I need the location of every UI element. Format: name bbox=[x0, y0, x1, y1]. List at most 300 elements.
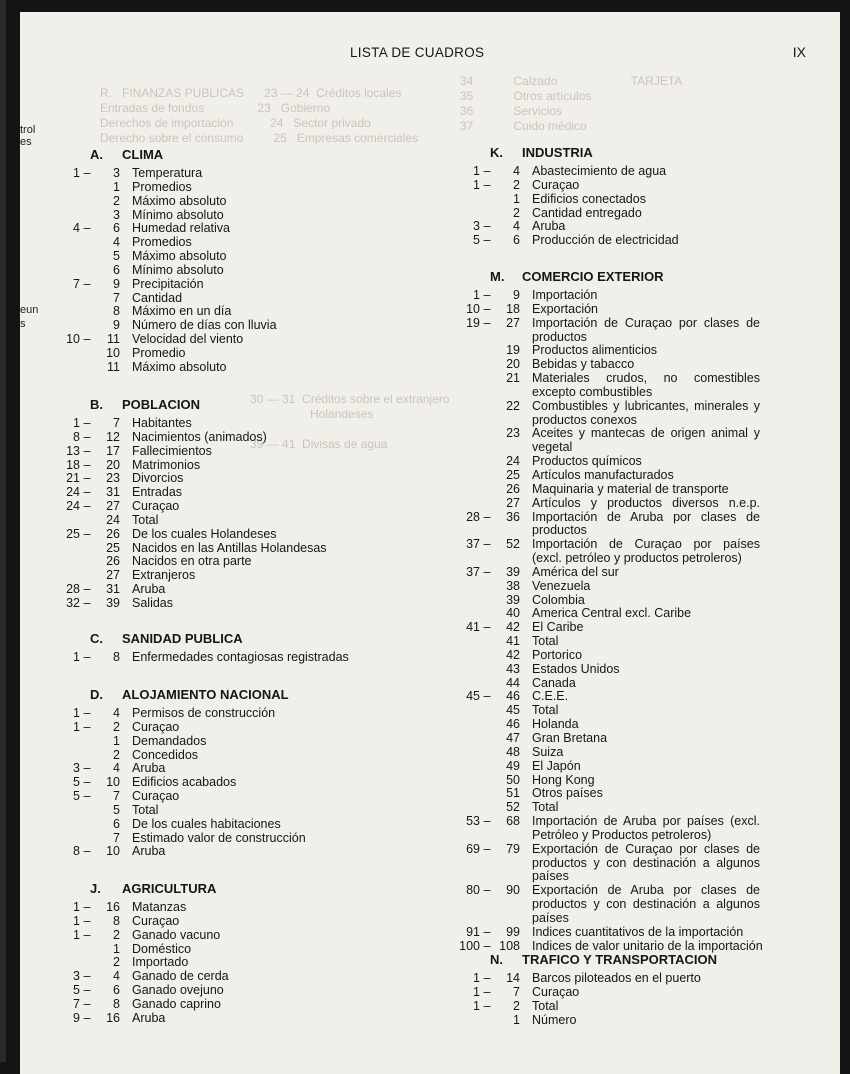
range-end: 79 bbox=[506, 841, 520, 856]
range-end: 20 bbox=[506, 357, 520, 372]
table-number-range bbox=[410, 483, 520, 497]
range-dash: – bbox=[483, 971, 491, 985]
range-end: 46 bbox=[506, 717, 520, 732]
range-end: 23 bbox=[106, 471, 120, 486]
table-number-range bbox=[20, 459, 120, 473]
range-end: 27 bbox=[506, 315, 520, 330]
table-entry-label: Matrimonios bbox=[132, 457, 201, 472]
table-entry bbox=[20, 181, 277, 195]
range-start bbox=[52, 542, 80, 556]
table-entry bbox=[20, 278, 277, 292]
table-number-range bbox=[20, 707, 120, 721]
range-dash bbox=[480, 718, 494, 732]
range-start bbox=[52, 555, 80, 569]
range-end: 16 bbox=[106, 1010, 120, 1025]
table-entry-label: Demandados bbox=[132, 733, 207, 748]
table-entry-label: Indices cuantitativos de la importación bbox=[532, 924, 744, 939]
section-letter: J. bbox=[90, 881, 101, 896]
edge-fragment: es bbox=[20, 136, 32, 148]
range-dash bbox=[80, 555, 94, 569]
range-end: 49 bbox=[506, 758, 520, 773]
table-entry bbox=[410, 1014, 701, 1028]
table-number-range bbox=[410, 566, 520, 580]
table-entry-label: Exportación bbox=[532, 301, 599, 316]
table-entry bbox=[20, 721, 306, 735]
range-start bbox=[52, 956, 80, 970]
table-entry-label: Precipitación bbox=[132, 276, 204, 291]
range-start bbox=[452, 455, 480, 469]
table-entry-label: Aruba bbox=[132, 582, 166, 597]
section-title: COMERCIO EXTERIOR bbox=[522, 269, 664, 284]
table-entry bbox=[410, 663, 763, 677]
table-entry-label: Importación de Aruba por clases de productos bbox=[532, 509, 760, 538]
table-entry-label: El Japón bbox=[532, 758, 581, 773]
range-end: 25 bbox=[106, 540, 120, 555]
range-dash bbox=[480, 594, 494, 608]
table-number-range bbox=[20, 361, 120, 375]
table-entry bbox=[20, 500, 327, 514]
table-entry bbox=[410, 746, 763, 760]
range-dash: – bbox=[83, 900, 91, 914]
range-end: 42 bbox=[506, 620, 520, 635]
table-entry-label: Nacimientos (animados) bbox=[132, 429, 267, 444]
range-start bbox=[452, 372, 480, 400]
section-title: SANIDAD PUBLICA bbox=[122, 631, 243, 646]
table-number-range bbox=[410, 760, 520, 774]
range-start: 1 bbox=[473, 984, 480, 999]
range-dash: – bbox=[83, 996, 91, 1011]
range-end: 8 bbox=[113, 304, 120, 319]
range-dash bbox=[80, 236, 94, 250]
table-entry-label: C.E.E. bbox=[532, 689, 569, 704]
table-number-range bbox=[410, 344, 520, 358]
table-number-range bbox=[410, 649, 520, 663]
range-start: 1 bbox=[73, 416, 80, 430]
section-heading bbox=[90, 147, 163, 162]
table-number-range bbox=[20, 209, 120, 223]
range-start bbox=[452, 580, 480, 594]
table-number-range bbox=[20, 542, 120, 556]
range-start: 1 bbox=[473, 164, 480, 178]
range-start: 24 bbox=[66, 499, 80, 514]
range-start bbox=[52, 347, 80, 361]
table-entry-label: Total bbox=[532, 703, 559, 718]
table-entry bbox=[410, 621, 763, 635]
range-end: 7 bbox=[113, 290, 120, 305]
table-entry-label: Ganado ovejuno bbox=[132, 983, 224, 998]
range-end: 25 bbox=[506, 467, 520, 482]
range-end: 2 bbox=[513, 205, 520, 220]
range-dash: – bbox=[83, 913, 91, 928]
table-number-range bbox=[20, 762, 120, 776]
table-entry bbox=[410, 774, 763, 788]
table-entry-label: Mínimo absoluto bbox=[132, 262, 224, 277]
range-dash bbox=[480, 787, 494, 801]
range-start: 1 bbox=[73, 927, 80, 942]
table-entry bbox=[20, 790, 306, 804]
table-number-range bbox=[20, 804, 120, 818]
range-dash: – bbox=[83, 969, 91, 984]
table-number-range bbox=[410, 538, 520, 566]
table-entry-label: Total bbox=[532, 800, 559, 815]
table-entry bbox=[20, 651, 349, 665]
table-number-range bbox=[20, 984, 120, 998]
range-start: 41 bbox=[466, 620, 480, 635]
table-entry-label: Curaçao bbox=[132, 913, 180, 928]
table-entry-label: Divorcios bbox=[132, 471, 184, 486]
table-number-range bbox=[20, 597, 120, 611]
range-dash bbox=[480, 427, 494, 455]
range-start: 91 bbox=[466, 924, 480, 939]
table-number-range bbox=[410, 469, 520, 483]
range-start: 3 bbox=[73, 761, 80, 776]
table-entry-label: Ganado de cerda bbox=[132, 969, 229, 984]
table-entry bbox=[410, 760, 763, 774]
range-end: 12 bbox=[106, 429, 120, 444]
range-dash bbox=[80, 804, 94, 818]
range-start bbox=[452, 483, 480, 497]
table-entry-label: Exportación de Aruba por clases de productos y con destinación a algunos países bbox=[532, 883, 760, 925]
table-number-range bbox=[20, 319, 120, 333]
range-start: 18 bbox=[66, 457, 80, 472]
table-entry bbox=[20, 486, 327, 500]
range-end: 27 bbox=[106, 568, 120, 583]
table-entry bbox=[20, 970, 229, 984]
range-start: 1 bbox=[73, 913, 80, 928]
range-start: 3 bbox=[473, 219, 480, 234]
range-dash: – bbox=[83, 927, 91, 942]
table-number-range bbox=[20, 776, 120, 790]
table-number-range bbox=[410, 815, 520, 843]
table-entry bbox=[20, 984, 229, 998]
range-dash: – bbox=[83, 595, 91, 610]
range-end: 1 bbox=[513, 191, 520, 206]
table-entry-label: Total bbox=[132, 802, 159, 817]
table-entry-label: Estimado valor de construcción bbox=[132, 830, 306, 845]
table-entry-label: Humedad relativa bbox=[132, 221, 230, 236]
range-dash: – bbox=[83, 650, 91, 664]
table-number-range bbox=[20, 651, 120, 665]
range-end: 2 bbox=[113, 747, 120, 762]
range-dash: – bbox=[83, 719, 91, 734]
range-end: 39 bbox=[506, 564, 520, 579]
range-end: 8 bbox=[113, 996, 120, 1011]
table-number-range bbox=[410, 746, 520, 760]
range-end: 2 bbox=[113, 193, 120, 208]
table-number-range bbox=[20, 1012, 120, 1026]
range-start bbox=[452, 344, 480, 358]
range-end: 2 bbox=[513, 177, 520, 192]
range-dash: – bbox=[483, 164, 491, 178]
table-entry-label: De los cuales habitaciones bbox=[132, 816, 281, 831]
range-start: 9 bbox=[73, 1010, 80, 1025]
range-dash bbox=[480, 483, 494, 497]
table-entry-label: Barcos piloteados en el puerto bbox=[532, 971, 701, 985]
table-entry bbox=[20, 431, 327, 445]
range-start: 10 bbox=[66, 332, 80, 347]
table-entry bbox=[20, 845, 306, 859]
range-start: 80 bbox=[466, 883, 480, 898]
range-end: 4 bbox=[113, 706, 120, 720]
range-start bbox=[52, 181, 80, 195]
range-end: 2 bbox=[113, 955, 120, 970]
table-entry-label: Ganado vacuno bbox=[132, 927, 221, 942]
table-entry bbox=[410, 1000, 701, 1014]
table-entry-label: Temperatura bbox=[132, 166, 203, 180]
range-dash: – bbox=[83, 706, 91, 720]
range-end: 2 bbox=[513, 998, 520, 1013]
range-end: 108 bbox=[499, 938, 520, 953]
table-entry-label: Producción de electricidad bbox=[532, 233, 679, 248]
range-end: 6 bbox=[113, 262, 120, 277]
table-number-range bbox=[410, 303, 520, 317]
range-end: 99 bbox=[506, 924, 520, 939]
table-number-range bbox=[410, 843, 520, 885]
range-dash: – bbox=[483, 998, 491, 1013]
range-start: 32 bbox=[66, 595, 80, 610]
table-entry bbox=[410, 427, 763, 455]
table-number-range bbox=[410, 718, 520, 732]
range-dash: – bbox=[83, 983, 91, 998]
range-dash: – bbox=[83, 499, 91, 514]
range-end: 6 bbox=[113, 983, 120, 998]
range-start bbox=[52, 305, 80, 319]
table-entry bbox=[20, 250, 277, 264]
range-end: 8 bbox=[113, 650, 120, 664]
range-dash bbox=[80, 361, 94, 375]
table-number-range bbox=[20, 832, 120, 846]
range-start bbox=[52, 832, 80, 846]
table-number-range bbox=[20, 528, 120, 542]
table-number-range bbox=[20, 195, 120, 209]
edge-fragment: eun bbox=[20, 304, 39, 316]
page-number: IX bbox=[792, 44, 806, 60]
range-end: 22 bbox=[506, 398, 520, 413]
range-end: 10 bbox=[106, 775, 120, 790]
table-entry bbox=[20, 929, 229, 943]
table-number-range bbox=[20, 998, 120, 1012]
table-entry bbox=[20, 776, 306, 790]
table-number-range bbox=[410, 986, 520, 1000]
table-entry-label: Ganado caprino bbox=[132, 996, 221, 1011]
table-entry bbox=[410, 635, 763, 649]
table-number-range bbox=[20, 472, 120, 486]
table-number-range bbox=[410, 594, 520, 608]
range-start bbox=[452, 704, 480, 718]
range-dash: – bbox=[83, 1010, 91, 1025]
table-entry bbox=[410, 566, 763, 580]
range-start: 7 bbox=[73, 996, 80, 1011]
range-end: 5 bbox=[113, 249, 120, 264]
range-end: 51 bbox=[506, 786, 520, 801]
table-entry bbox=[410, 193, 679, 207]
table-number-range bbox=[410, 165, 520, 179]
table-entry bbox=[410, 220, 679, 234]
table-entry bbox=[20, 542, 327, 556]
table-number-range bbox=[20, 555, 120, 569]
range-dash bbox=[80, 569, 94, 583]
range-dash: – bbox=[483, 509, 491, 524]
table-number-range bbox=[20, 431, 120, 445]
section-letter: M. bbox=[490, 269, 505, 284]
range-end: 6 bbox=[513, 233, 520, 248]
range-end: 7 bbox=[513, 984, 520, 999]
table-entry-label: El Caribe bbox=[532, 620, 584, 635]
range-end: 1 bbox=[113, 179, 120, 194]
section-entries bbox=[20, 901, 229, 1026]
range-end: 26 bbox=[106, 526, 120, 541]
table-number-range bbox=[20, 305, 120, 319]
table-entry-label: Aruba bbox=[532, 219, 566, 234]
table-entry bbox=[410, 455, 763, 469]
range-dash: – bbox=[83, 582, 91, 597]
range-end: 7 bbox=[113, 830, 120, 845]
table-entry-label: Importación de Curaçao por clases de productos bbox=[532, 315, 760, 344]
table-number-range bbox=[20, 292, 120, 306]
range-dash: – bbox=[83, 485, 91, 500]
range-end: 1 bbox=[513, 1012, 520, 1027]
section-title: CLIMA bbox=[122, 147, 164, 162]
table-number-range bbox=[410, 607, 520, 621]
range-end: 26 bbox=[506, 481, 520, 496]
range-dash: – bbox=[83, 775, 91, 790]
table-entry-label: Aruba bbox=[132, 844, 166, 859]
table-number-range bbox=[410, 427, 520, 455]
table-entry-label: Suiza bbox=[532, 744, 564, 759]
table-entry bbox=[20, 528, 327, 542]
range-dash bbox=[80, 943, 94, 957]
range-start: 25 bbox=[66, 526, 80, 541]
table-number-range bbox=[410, 972, 520, 986]
range-dash bbox=[80, 514, 94, 528]
range-dash: – bbox=[83, 166, 91, 180]
range-start: 1 bbox=[473, 971, 480, 985]
range-dash: – bbox=[483, 984, 491, 999]
range-dash bbox=[480, 344, 494, 358]
range-end: 6 bbox=[113, 221, 120, 236]
range-start bbox=[452, 1014, 480, 1028]
range-start bbox=[452, 663, 480, 677]
range-end: 9 bbox=[113, 276, 120, 291]
table-entry-label: Bebidas y tabacco bbox=[532, 357, 635, 372]
section-heading bbox=[90, 687, 289, 702]
section-heading bbox=[90, 631, 243, 646]
range-start bbox=[452, 469, 480, 483]
range-dash: – bbox=[483, 219, 491, 234]
table-entry bbox=[20, 514, 327, 528]
range-end: 20 bbox=[106, 457, 120, 472]
range-end: 52 bbox=[506, 800, 520, 815]
table-entry bbox=[20, 804, 306, 818]
range-end: 3 bbox=[113, 166, 120, 180]
table-entry bbox=[20, 417, 327, 431]
range-end: 2 bbox=[113, 927, 120, 942]
table-entry-label: Curaçao bbox=[532, 984, 580, 999]
table-entry-label: Materiales crudos, no comestibles excepto combustibles bbox=[532, 371, 760, 399]
range-start: 10 bbox=[466, 301, 480, 316]
table-entry-label: Fallecimientos bbox=[132, 443, 212, 458]
section-letter: B. bbox=[90, 397, 103, 412]
table-number-range bbox=[20, 929, 120, 943]
range-end: 43 bbox=[506, 661, 520, 676]
table-entry bbox=[410, 986, 701, 1000]
table-entry bbox=[20, 445, 327, 459]
range-start bbox=[452, 760, 480, 774]
range-dash bbox=[480, 649, 494, 663]
range-start: 7 bbox=[73, 276, 80, 291]
range-start bbox=[52, 514, 80, 528]
table-entry bbox=[20, 195, 277, 209]
range-start: 5 bbox=[73, 789, 80, 804]
range-start: 69 bbox=[466, 841, 480, 856]
table-entry bbox=[20, 209, 277, 223]
range-start: 1 bbox=[473, 998, 480, 1013]
table-number-range bbox=[410, 1014, 520, 1028]
range-end: 7 bbox=[113, 789, 120, 804]
table-number-range bbox=[410, 926, 520, 940]
table-entry-label: Máximo en un día bbox=[132, 304, 232, 319]
table-entry-label: Entradas bbox=[132, 485, 183, 500]
section-heading bbox=[490, 145, 593, 160]
range-dash bbox=[480, 663, 494, 677]
range-dash: – bbox=[483, 537, 491, 552]
section-letter: N. bbox=[490, 952, 503, 967]
range-end: 4 bbox=[113, 969, 120, 984]
range-start bbox=[52, 569, 80, 583]
range-dash bbox=[480, 207, 494, 221]
range-dash bbox=[80, 818, 94, 832]
range-start: 5 bbox=[73, 775, 80, 790]
range-end: 50 bbox=[506, 772, 520, 787]
edge-fragment: s bbox=[20, 318, 26, 330]
table-entry bbox=[410, 677, 763, 691]
section-entries bbox=[410, 972, 701, 1027]
table-entry bbox=[20, 901, 229, 915]
table-number-range bbox=[410, 621, 520, 635]
table-entry bbox=[20, 915, 229, 929]
table-number-range bbox=[20, 943, 120, 957]
range-dash bbox=[480, 746, 494, 760]
table-number-range bbox=[20, 956, 120, 970]
table-number-range bbox=[20, 500, 120, 514]
section-letter: D. bbox=[90, 687, 103, 702]
table-entry-label: Edificios acabados bbox=[132, 775, 237, 790]
range-end: 11 bbox=[107, 359, 120, 374]
table-entry bbox=[20, 818, 306, 832]
range-dash bbox=[480, 801, 494, 815]
range-dash bbox=[80, 956, 94, 970]
table-number-range bbox=[410, 358, 520, 372]
table-entry bbox=[410, 497, 763, 511]
table-entry bbox=[410, 289, 763, 303]
table-entry bbox=[410, 358, 763, 372]
table-entry bbox=[20, 292, 277, 306]
section-entries bbox=[410, 289, 763, 954]
range-start bbox=[452, 649, 480, 663]
range-start bbox=[452, 718, 480, 732]
table-entry-label: Número bbox=[532, 1012, 577, 1027]
table-entry bbox=[20, 1012, 229, 1026]
table-number-range bbox=[20, 569, 120, 583]
table-entry-label: Promedio bbox=[132, 345, 186, 360]
section-title: AGRICULTURA bbox=[122, 881, 217, 896]
table-entry-label: Velocidad del viento bbox=[132, 332, 244, 347]
range-start: 1 bbox=[73, 900, 80, 914]
table-entry-label: Hong Kong bbox=[532, 772, 595, 787]
range-start: 8 bbox=[73, 429, 80, 444]
table-entry-label: Máximo absoluto bbox=[132, 359, 227, 374]
range-start: 53 bbox=[466, 814, 480, 829]
